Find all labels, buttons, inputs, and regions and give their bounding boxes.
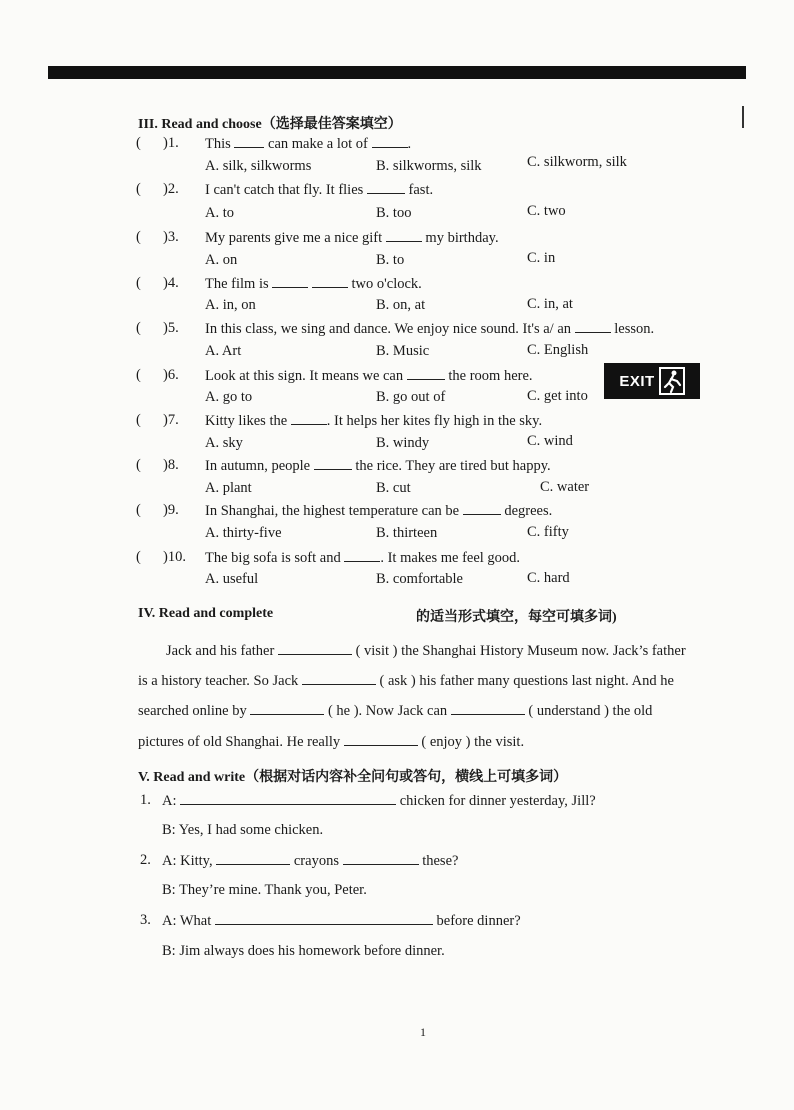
- running-man-icon: [659, 367, 685, 395]
- section-3-title: III. Read and choose（选择最佳答案填空）: [138, 117, 402, 132]
- option-b[interactable]: B. too: [376, 205, 412, 221]
- answer-paren[interactable]: (: [136, 181, 141, 197]
- option-c[interactable]: C. wind: [527, 433, 573, 449]
- question-number: )2.: [163, 181, 179, 197]
- section-5-title: V. Read and write（根据对话内容补全问句或答句，横线上可填多词）: [138, 770, 568, 785]
- option-b[interactable]: B. windy: [376, 435, 430, 451]
- question-number: )7.: [163, 412, 179, 428]
- option-a[interactable]: A. in, on: [205, 297, 256, 313]
- option-a[interactable]: A. silk, silkworms: [205, 158, 312, 174]
- blank[interactable]: [344, 549, 380, 562]
- question-stem: The big sofa is soft and . It makes me feel good.: [205, 550, 521, 566]
- blank[interactable]: [575, 320, 611, 333]
- option-a[interactable]: A. Art: [205, 343, 242, 359]
- option-c[interactable]: C. water: [540, 479, 590, 495]
- blank[interactable]: [215, 912, 433, 925]
- question-stem: I can't catch that fly. It flies fast.: [205, 182, 434, 198]
- answer-paren[interactable]: (: [136, 229, 141, 245]
- exit-sign-image: [604, 363, 700, 399]
- page-number: 1: [420, 1025, 426, 1039]
- option-c[interactable]: C. in, at: [527, 296, 573, 312]
- section-4-instructions: 的适当形式填空，每空可填多词): [416, 610, 617, 625]
- option-b[interactable]: B. comfortable: [376, 571, 463, 587]
- blank[interactable]: [272, 275, 308, 288]
- question-number: )6.: [163, 367, 179, 383]
- option-b[interactable]: B. silkworms, silk: [376, 158, 482, 174]
- option-a[interactable]: A. plant: [205, 480, 252, 496]
- option-a[interactable]: A. on: [205, 252, 238, 268]
- blank[interactable]: [312, 275, 348, 288]
- question-number: )8.: [163, 457, 179, 473]
- answer-paren[interactable]: (: [136, 457, 141, 473]
- question-stem: In Shanghai, the highest temperature can be degrees.: [205, 503, 553, 519]
- question-stem: In this class, we sing and dance. We enjoy nice sound. It's a/ an lesson.: [205, 321, 655, 337]
- blank[interactable]: [451, 702, 525, 715]
- option-a[interactable]: A. sky: [205, 435, 243, 451]
- answer-paren[interactable]: (: [136, 135, 141, 151]
- blank[interactable]: [291, 412, 327, 425]
- section-4-title: IV. Read and complete: [138, 606, 274, 621]
- item-number: 2.: [140, 852, 151, 868]
- question-number: )9.: [163, 502, 179, 518]
- paragraph-line-4: pictures of old Shanghai. He really ( enjoy ) the visit.: [138, 734, 525, 750]
- question-stem: In autumn, people the rice. They are tired but happy.: [205, 458, 551, 474]
- option-c[interactable]: C. hard: [527, 570, 570, 586]
- answer-paren[interactable]: (: [136, 275, 141, 291]
- question-number: )1.: [163, 135, 179, 151]
- option-b[interactable]: B. thirteen: [376, 525, 438, 541]
- option-c[interactable]: C. get into: [527, 388, 588, 404]
- option-c[interactable]: C. fifty: [527, 524, 569, 540]
- question-number: )10.: [163, 549, 186, 565]
- paragraph-line-1: Jack and his father ( visit ) the Shanghai History Museum now. Jack’s father: [166, 643, 686, 659]
- paragraph-line-2: is a history teacher. So Jack ( ask ) his father many questions last night. And he: [138, 673, 674, 689]
- dialogue-answer: B: Yes, I had some chicken.: [162, 822, 324, 838]
- answer-paren[interactable]: (: [136, 367, 141, 383]
- blank[interactable]: [180, 792, 396, 805]
- question-number: )5.: [163, 320, 179, 336]
- dialogue-question: A: chicken for dinner yesterday, Jill?: [162, 793, 596, 809]
- blank[interactable]: [372, 135, 408, 148]
- blank[interactable]: [278, 642, 352, 655]
- option-c[interactable]: C. silkworm, silk: [527, 154, 627, 170]
- option-b[interactable]: B. cut: [376, 480, 411, 496]
- question-stem: Look at this sign. It means we can the room here.: [205, 368, 533, 384]
- item-number: 1.: [140, 792, 151, 808]
- answer-paren[interactable]: (: [136, 549, 141, 565]
- question-stem: The film is two o'clock.: [205, 276, 422, 292]
- dialogue-answer: B: Jim always does his homework before dinner.: [162, 943, 445, 959]
- option-c[interactable]: C. two: [527, 203, 566, 219]
- header-rule: [48, 66, 746, 79]
- option-b[interactable]: B. go out of: [376, 389, 446, 405]
- blank[interactable]: [343, 852, 419, 865]
- question-stem: This can make a lot of .: [205, 136, 412, 152]
- option-c[interactable]: C. English: [527, 342, 589, 358]
- dialogue-question: A: What before dinner?: [162, 913, 521, 929]
- option-b[interactable]: B. on, at: [376, 297, 426, 313]
- blank[interactable]: [367, 181, 405, 194]
- dialogue-question: A: Kitty, crayons these?: [162, 853, 459, 869]
- exit-sign-text: EXIT: [619, 372, 655, 390]
- option-a[interactable]: A. useful: [205, 571, 259, 587]
- option-b[interactable]: B. to: [376, 252, 405, 268]
- option-b[interactable]: B. Music: [376, 343, 430, 359]
- question-stem: My parents give me a nice gift my birthday.: [205, 230, 499, 246]
- dialogue-answer: B: They’re mine. Thank you, Peter.: [162, 882, 367, 898]
- blank[interactable]: [302, 672, 376, 685]
- blank[interactable]: [386, 229, 422, 242]
- answer-paren[interactable]: (: [136, 320, 141, 336]
- item-number: 3.: [140, 912, 151, 928]
- answer-paren[interactable]: (: [136, 412, 141, 428]
- paragraph-line-3: searched online by ( he ). Now Jack can ( understand ) the old: [138, 703, 653, 719]
- blank[interactable]: [407, 367, 445, 380]
- option-c[interactable]: C. in: [527, 250, 556, 266]
- option-a[interactable]: A. thirty-five: [205, 525, 282, 541]
- question-number: )3.: [163, 229, 179, 245]
- answer-paren[interactable]: (: [136, 502, 141, 518]
- question-stem: Kitty likes the . It helps her kites fly high in the sky.: [205, 413, 543, 429]
- option-a[interactable]: A. go to: [205, 389, 253, 405]
- blank[interactable]: [216, 852, 290, 865]
- blank[interactable]: [234, 135, 264, 148]
- blank[interactable]: [314, 457, 352, 470]
- option-a[interactable]: A. to: [205, 205, 234, 221]
- margin-mark: [742, 106, 744, 128]
- question-number: )4.: [163, 275, 179, 291]
- blank[interactable]: [344, 733, 418, 746]
- blank[interactable]: [463, 502, 501, 515]
- blank[interactable]: [250, 702, 324, 715]
